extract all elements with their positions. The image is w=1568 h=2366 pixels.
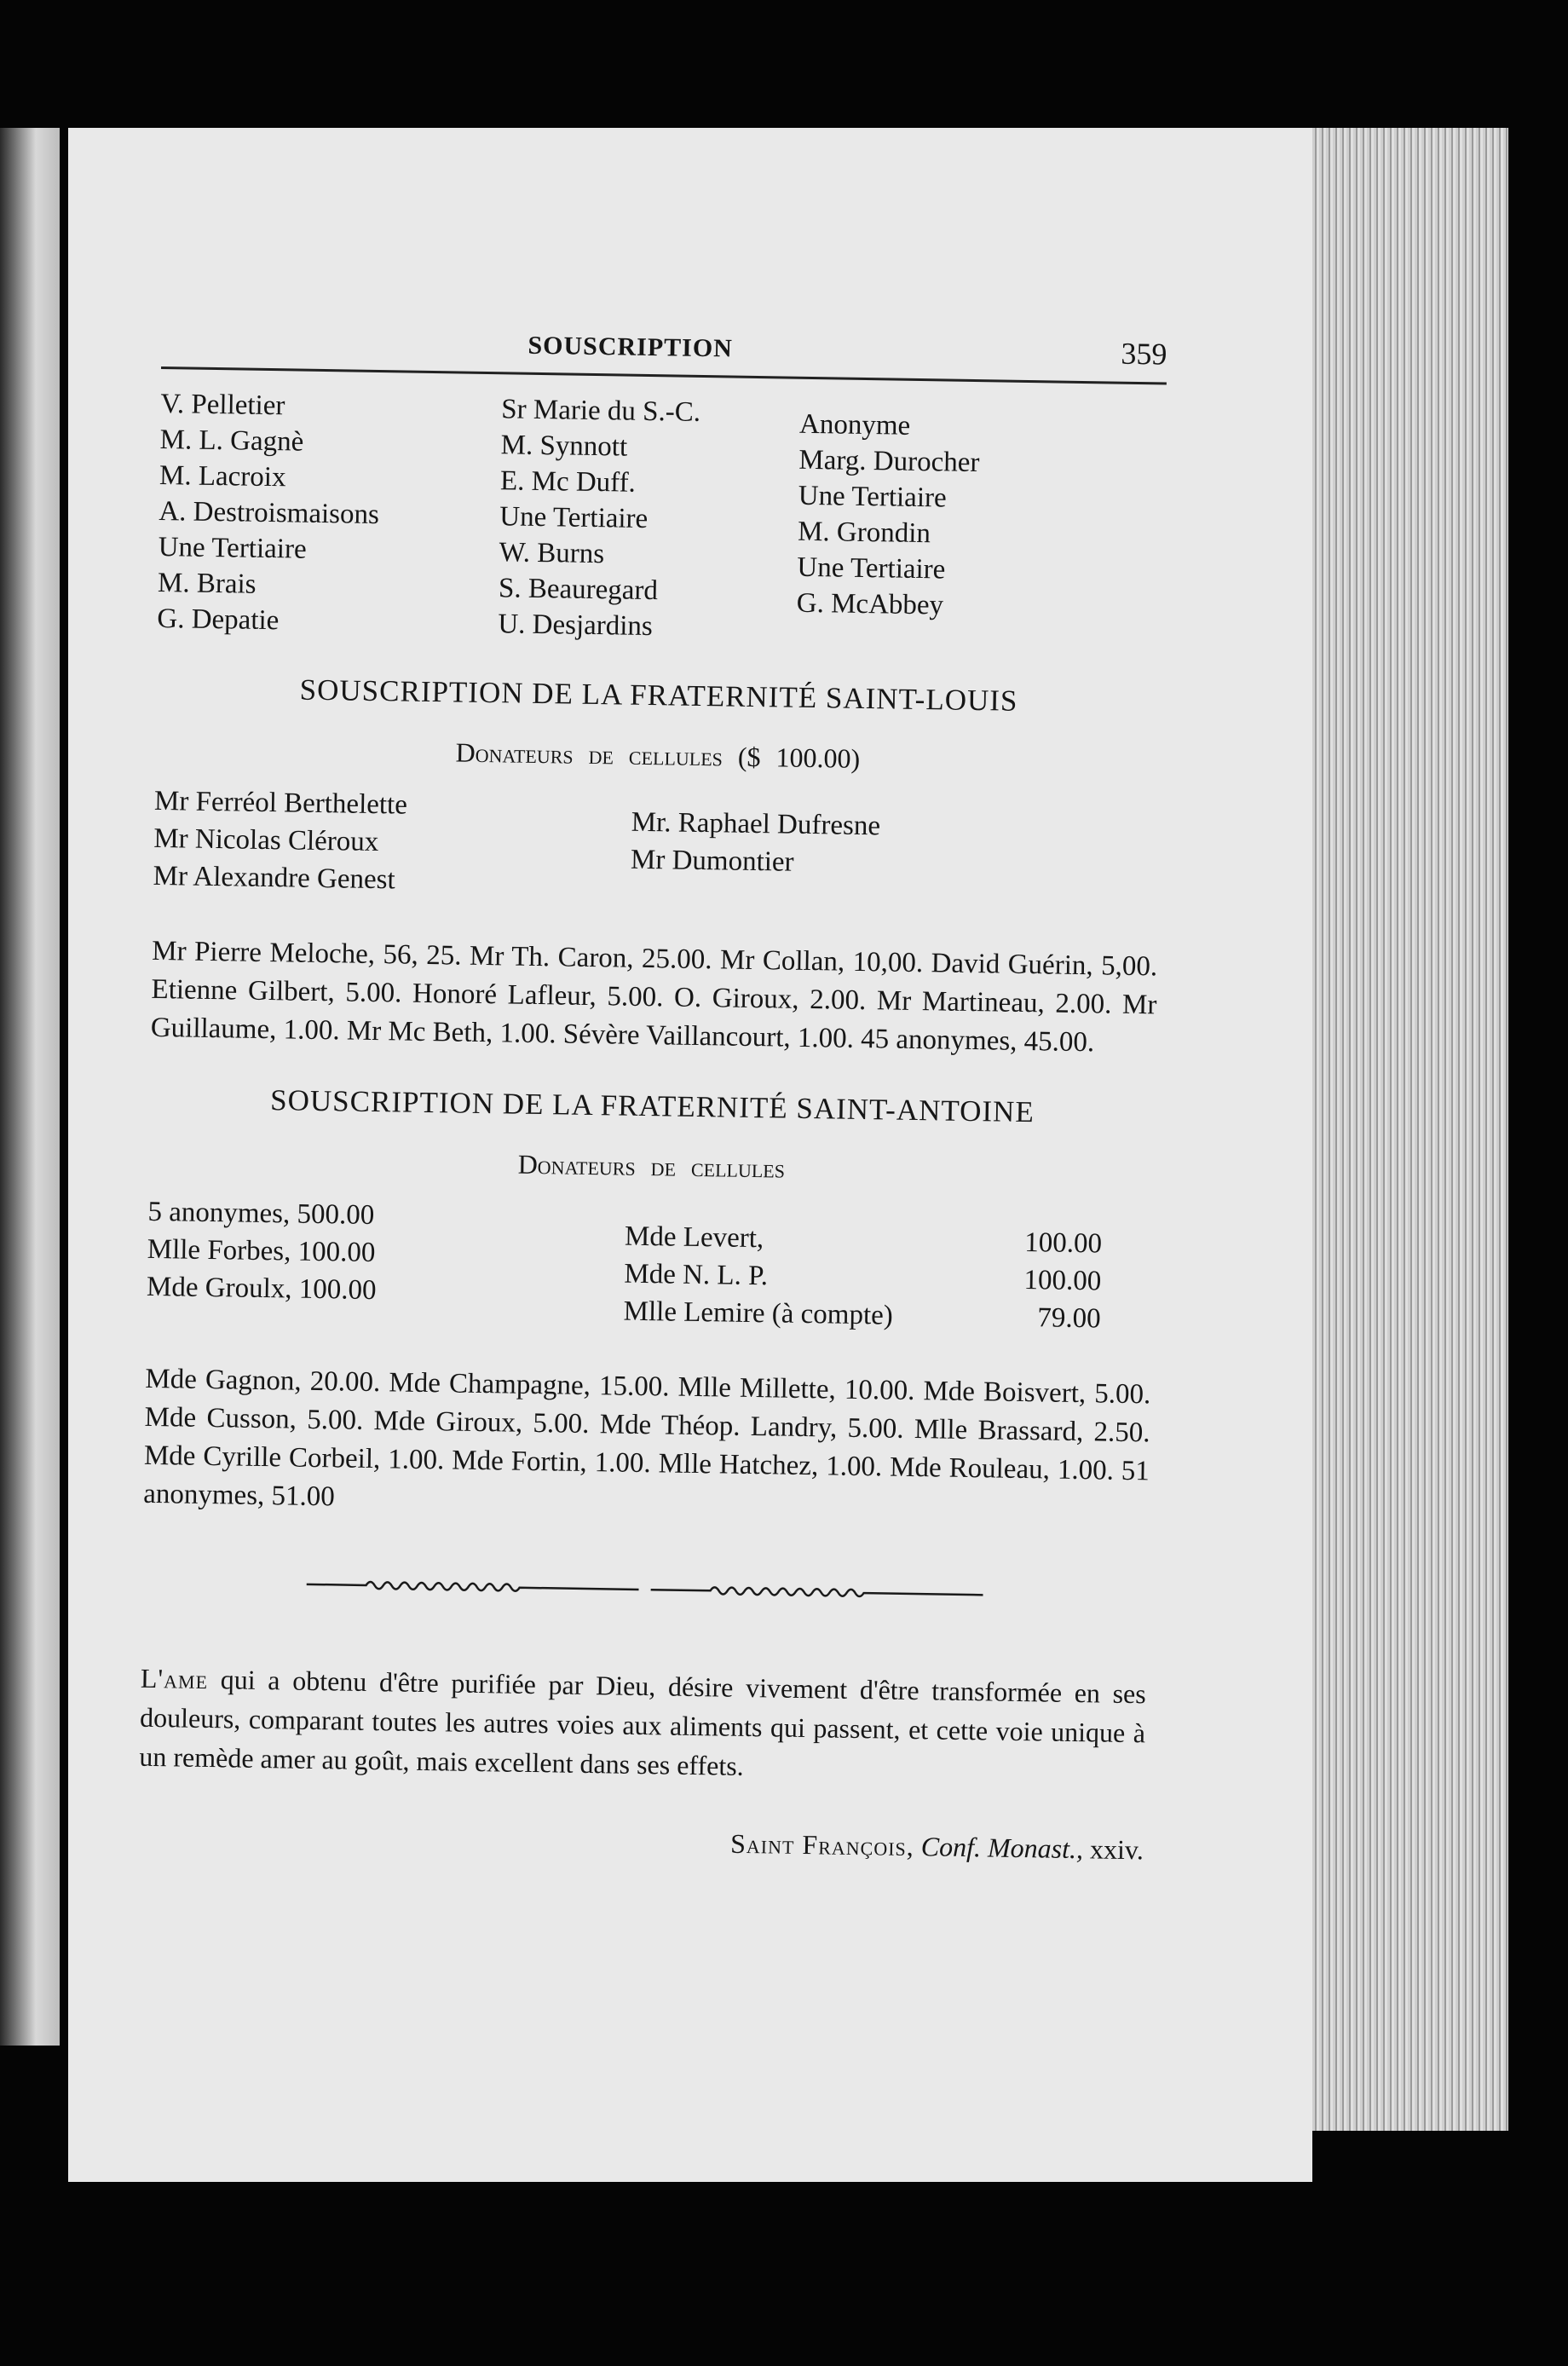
list-item: M. L. Gagnè (159, 424, 304, 458)
donor-amount: 100.00 (1023, 1265, 1102, 1297)
quote-reference: xxiv. (1089, 1833, 1144, 1866)
list-item: G. McAbbey (796, 587, 944, 621)
list-item: Sr Marie du S.-C. (501, 394, 701, 428)
donor-name: Mde Levert, (624, 1221, 764, 1255)
list-item: G. Depatie (157, 603, 280, 637)
list-item: Mr Dumontier (630, 844, 794, 878)
list-item: Mr. Raphael Dufresne (631, 806, 881, 842)
book-page (68, 128, 1312, 2182)
list-item: U. Desjardins (498, 609, 654, 643)
list-item: Une Tertiaire (158, 531, 307, 565)
donors-saint-louis (153, 782, 1160, 911)
donors-saint-antoine (146, 1193, 1153, 1339)
ornamental-divider (142, 1573, 1148, 1607)
running-head (161, 315, 1167, 385)
donor-name: Mde N. L. P. (624, 1258, 769, 1292)
list-item: Anonyme (798, 408, 911, 441)
list-item: Marg. Durocher (798, 444, 980, 479)
list-item: V. Pelletier (160, 388, 285, 422)
list-item: M. Synnott (500, 430, 628, 463)
donors-right-column (623, 1201, 1102, 1338)
list-item (623, 1293, 1101, 1338)
list-item: Mr Ferréol Berthelette (153, 785, 408, 821)
donors-right-column (630, 790, 1109, 910)
donors-heading-saint-louis: Donateurs de cellules ($ 100.00) (455, 736, 861, 774)
list-item: A. Destroismaisons (159, 495, 380, 531)
list-item: Une Tertiaire (797, 551, 946, 586)
squiggle-rule-left (306, 1576, 638, 1598)
quote-author: Saint François, (729, 1827, 915, 1862)
quote-lead: L'ame (140, 1662, 209, 1695)
list-item: Mlle Forbes, 100.00 (147, 1233, 376, 1269)
list-item: 5 anonymes, 500.00 (147, 1196, 375, 1232)
list-item: Une Tertiaire (798, 480, 947, 514)
section-title-saint-antoine: SOUSCRIPTION DE LA FRATERNITÉ SAINT-ANTOINE (269, 1083, 1035, 1129)
closing-quote (139, 1659, 1146, 1792)
list-item: S. Beauregard (498, 573, 659, 607)
quote-work: Conf. Monast., (920, 1831, 1084, 1865)
donors-left-column (153, 782, 631, 903)
donor-amount: 100.00 (1024, 1227, 1103, 1260)
squiggle-rule-right (650, 1581, 983, 1603)
list-item: E. Mc Duff. (499, 465, 637, 499)
paragraph-saint-louis: Mr Pierre Meloche, 56, 25. Mr Th. Caron, 25.00. Mr Collan, 10,00. David Guérin, 5,00. Etienne Gilbert, 5.00. Honoré Lafleur, 5.00. O. Giroux, 2.00. Mr Martineau, 2.00. Mr Guillaume, 1.00. Mr Mc Beth, 1.00. Sévère Vaillancourt, 1.00. 45 anonymes, 45.00. (150, 935, 1158, 1059)
list-item: Mr Nicolas Cléroux (153, 822, 379, 858)
donor-name: Mlle Lemire (à compte) (623, 1296, 894, 1331)
page-number: 359 (1121, 336, 1167, 372)
list-item: W. Burns (499, 537, 605, 570)
running-title: SOUSCRIPTION (527, 331, 734, 363)
list-column-2 (498, 391, 800, 646)
list-item: Mr Alexandre Genest (153, 860, 395, 896)
section-title-saint-louis: SOUSCRIPTION DE LA FRATERNITÉ SAINT-LOUIS (299, 672, 1018, 718)
list-item: Mde Groulx, 100.00 (146, 1271, 377, 1307)
adjacent-page-edge (0, 128, 60, 2046)
paragraph-saint-antoine: Mde Gagnon, 20.00. Mde Champagne, 15.00. Mlle Millette, 10.00. Mde Boisvert, 5.00. Mde Cusson, 5.00. Mde Giroux, 5.00. Mde Théop. Landry, 5.00. Mlle Brassard, 2.50. Mde Cyrille Corbeil, 1.00. Mde Fortin, 1.00. Mlle Hatchez, 1.00. Mde Rouleau, 1.00. 51 anonymes, 51.00 (142, 1363, 1151, 1513)
list-item: M. Lacroix (159, 459, 286, 493)
subscriber-list (157, 386, 1166, 652)
list-item: M. Brais (157, 567, 257, 600)
list-item: Une Tertiaire (499, 501, 649, 534)
donor-amount: 79.00 (1037, 1302, 1101, 1335)
page-stack-edge (1278, 128, 1508, 2131)
donors-heading-saint-antoine: Donateurs de cellules (517, 1148, 786, 1184)
list-item: M. Grondin (797, 516, 931, 550)
quote-text: qui a obtenu d'être purifiée par Dieu, désire vivement d'être transformée en ses douleurs, comparant toutes les autres voies aux aliments qui passent, et cette voie unique à un remède amer au goût, mais excellent dans ses effets. (139, 1664, 1147, 1781)
donors-left-column (146, 1193, 625, 1330)
quote-attribution (138, 1819, 1144, 1867)
page-content (138, 315, 1167, 1866)
list-column-3 (796, 396, 1141, 652)
list-column-1 (157, 386, 502, 642)
